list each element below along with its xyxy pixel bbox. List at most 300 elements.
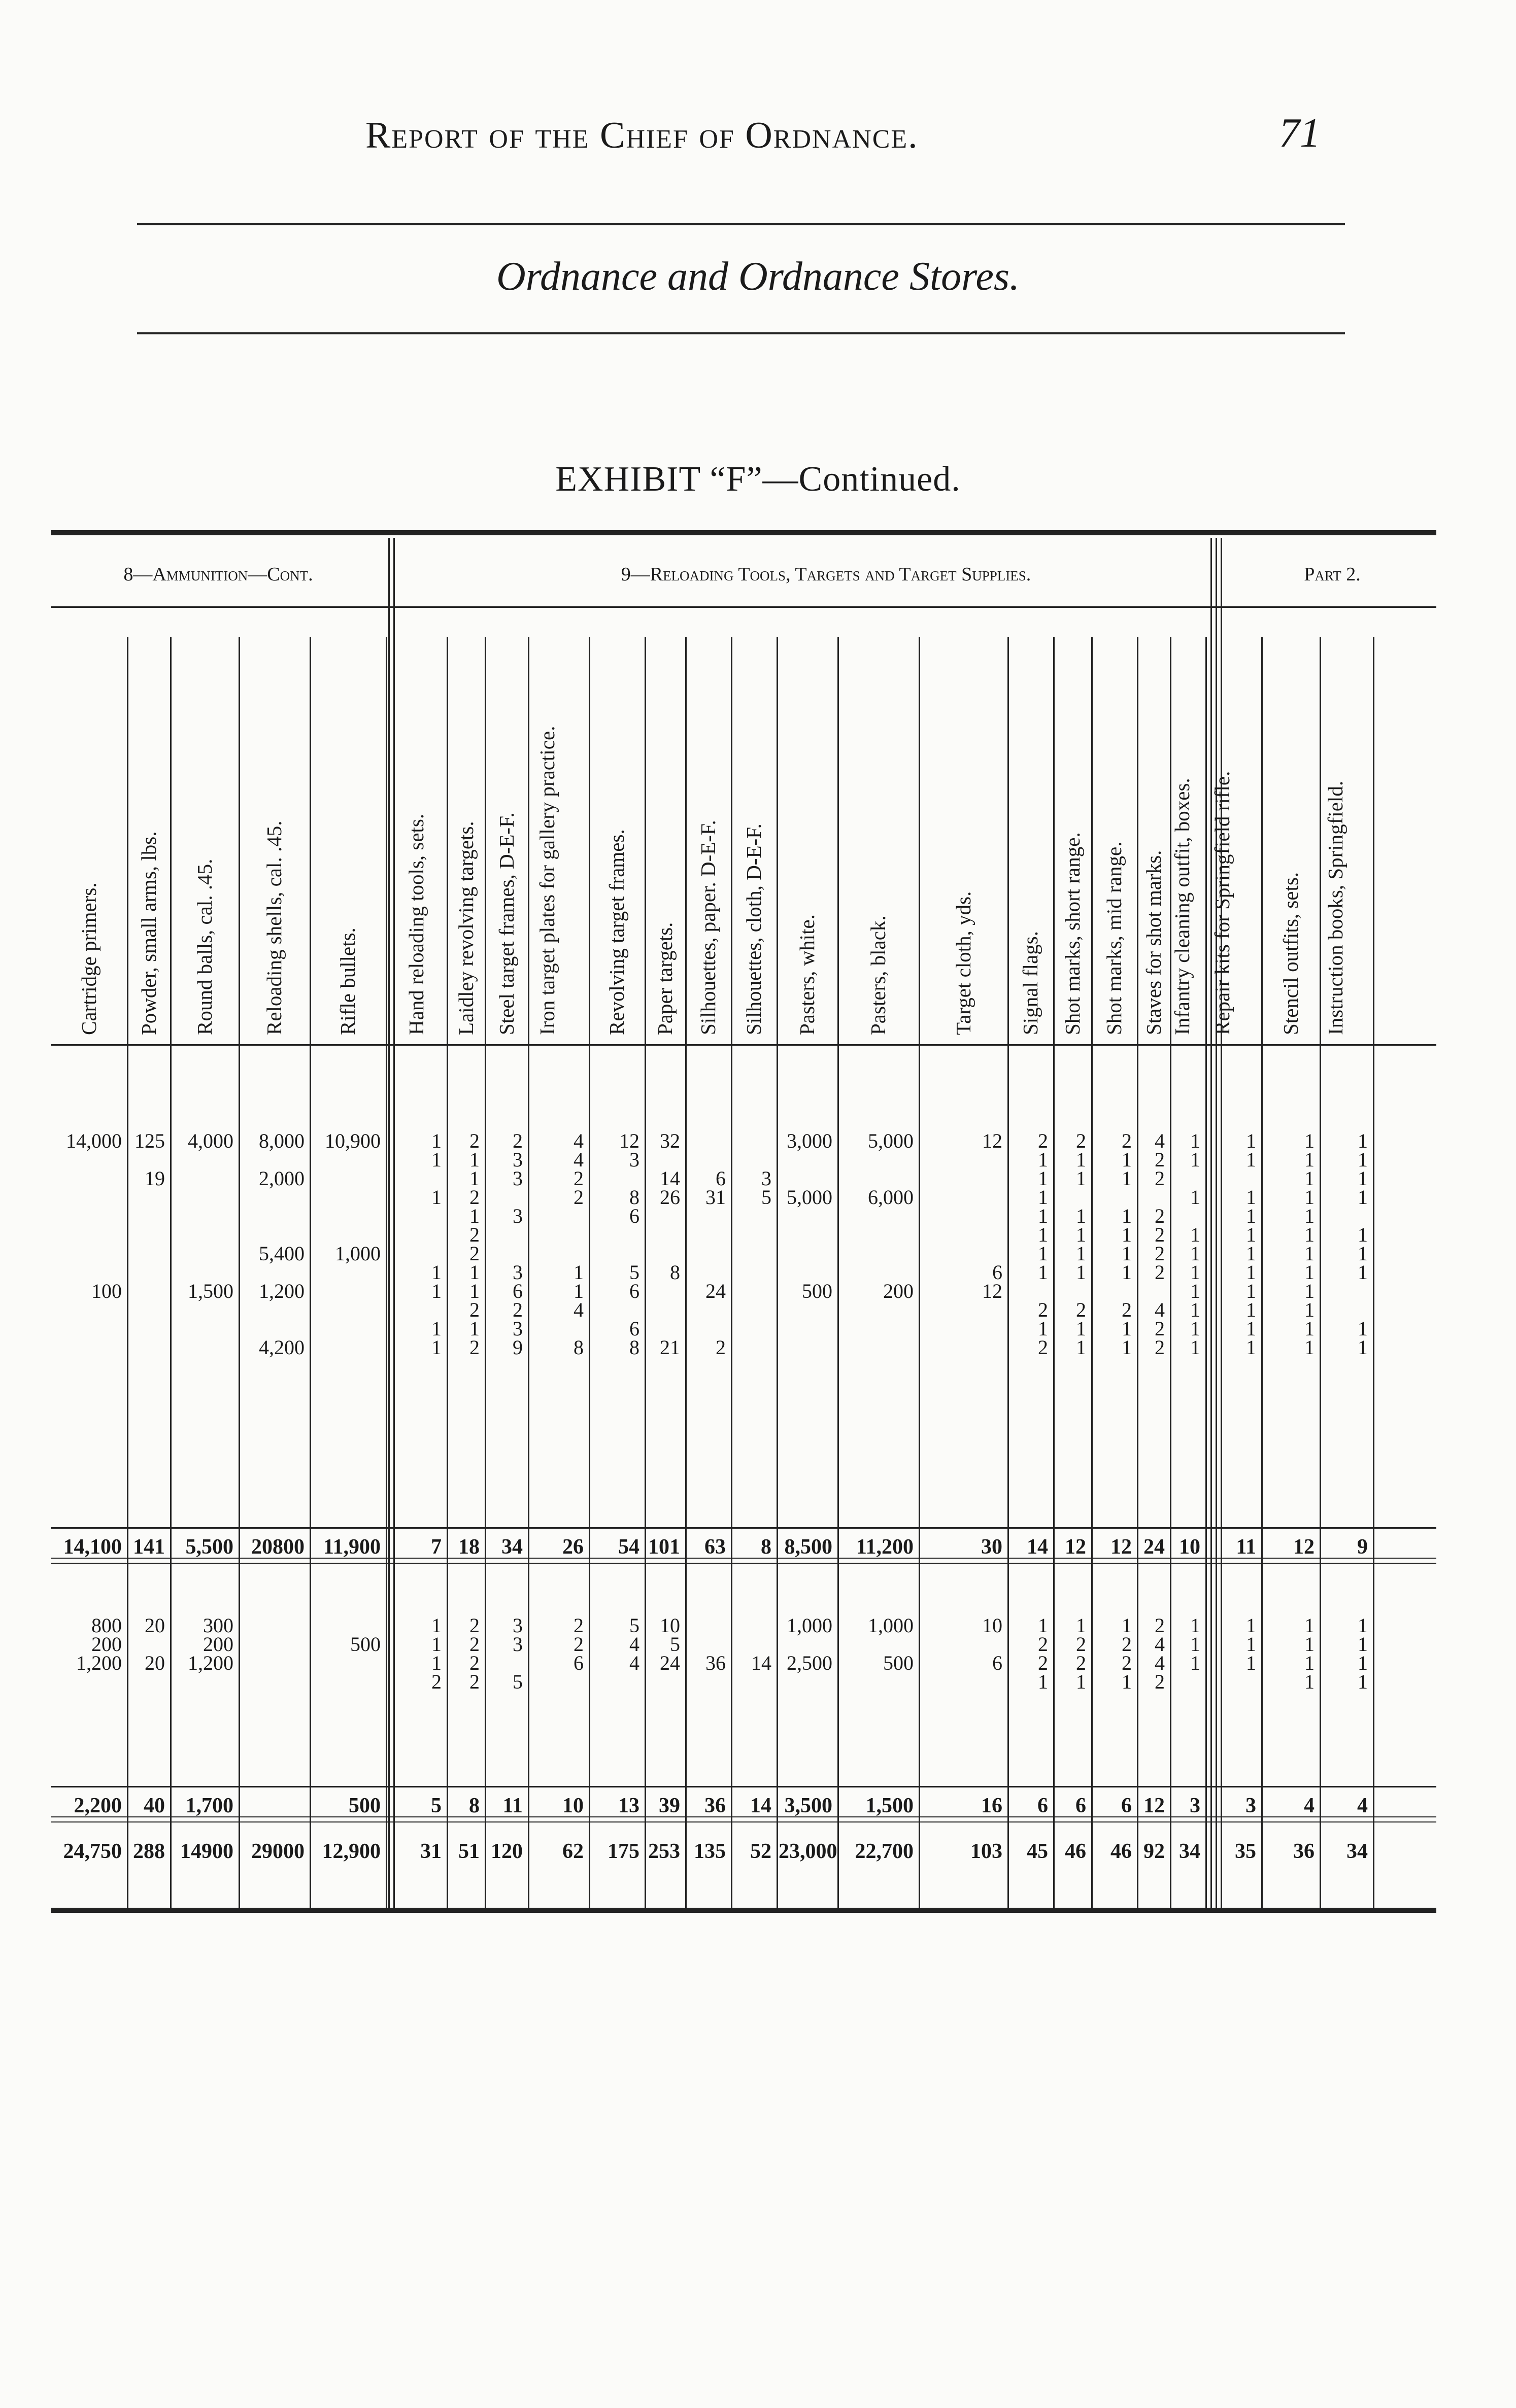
subtotal-cell: 4 — [1304, 1794, 1315, 1817]
table-cell: 2 — [1122, 1652, 1132, 1674]
table-cell: 2,500 — [787, 1652, 832, 1674]
column-header — [386, 637, 447, 1038]
table-cell: 4 — [629, 1633, 639, 1656]
table-cell: 8 — [574, 1336, 584, 1359]
table-cell: 2 — [1038, 1652, 1048, 1674]
column-header — [1320, 637, 1373, 1038]
subtotal-cell: 3 — [1245, 1794, 1256, 1817]
table-cell: 21 — [660, 1336, 680, 1359]
table-cell: 1 — [1358, 1242, 1368, 1265]
table-cell: 2 — [1155, 1223, 1165, 1246]
table-cell: 2 — [1155, 1614, 1165, 1637]
table-cell: 1 — [1304, 1242, 1315, 1265]
subtotal-cell: 101 — [648, 1535, 680, 1559]
column-header — [1053, 637, 1091, 1038]
table-bottom-rule — [51, 1908, 1436, 1913]
table-cell: 4 — [629, 1652, 639, 1674]
column-header — [589, 637, 645, 1038]
column-header — [51, 637, 127, 1038]
table-cell: 300 — [203, 1614, 233, 1637]
subtotal-cell: 30 — [981, 1535, 1002, 1559]
table-cell: 1 — [1246, 1223, 1256, 1246]
table-cell: 1 — [1076, 1205, 1086, 1227]
column-header-label: Powder, small arms, lbs. — [137, 831, 160, 1035]
table-cell: 500 — [802, 1280, 832, 1302]
column-header — [919, 637, 1007, 1038]
table-cell: 2 — [1076, 1652, 1086, 1674]
table-cell: 1 — [574, 1280, 584, 1302]
grand-total-cell: 103 — [970, 1840, 1002, 1863]
table-cell: 2 — [469, 1633, 480, 1656]
table-cell: 1 — [1122, 1223, 1132, 1246]
table-cell: 1 — [1190, 1223, 1200, 1246]
table-cell: 24 — [705, 1280, 726, 1302]
grand-total-cell: 175 — [608, 1840, 639, 1863]
table-cell: 1 — [1358, 1186, 1368, 1209]
table-cell: 4 — [1155, 1298, 1165, 1321]
subtotal-cell: 11 — [1236, 1535, 1256, 1559]
table-cell: 1 — [431, 1280, 442, 1302]
table-cell: 1 — [1358, 1129, 1368, 1152]
table-cell: 2 — [1038, 1336, 1048, 1359]
column-header — [1261, 637, 1320, 1038]
table-cell: 1 — [1304, 1317, 1315, 1340]
table-cell: 500 — [350, 1633, 381, 1656]
subtotal-cell: 54 — [618, 1535, 639, 1559]
table-cell: 1 — [431, 1317, 442, 1340]
subtotal-cell: 3,500 — [784, 1794, 832, 1817]
subtotal-cell: 9 — [1357, 1535, 1368, 1559]
subtotal-cell: 1,500 — [865, 1794, 914, 1817]
column-header-label: Steel target frames, D-E-F. — [495, 812, 518, 1035]
table-cell: 1,000 — [787, 1614, 832, 1637]
subtotal-cell: 6 — [1075, 1794, 1086, 1817]
subtotal-cell: 34 — [501, 1535, 523, 1559]
table-cell: 1 — [1076, 1223, 1086, 1246]
table-cell: 1 — [1190, 1186, 1200, 1209]
table-cell: 4 — [574, 1129, 584, 1152]
table-cell: 9 — [513, 1336, 523, 1359]
table-cell: 31 — [705, 1186, 726, 1209]
table-cell: 800 — [91, 1614, 122, 1637]
table-cell: 5,400 — [259, 1242, 305, 1265]
column-header-label: Hand reloading tools, sets. — [405, 813, 428, 1035]
table-cell: 2 — [1155, 1148, 1165, 1171]
table-cell: 1 — [1076, 1614, 1086, 1637]
grand-total-cell: 120 — [491, 1840, 523, 1863]
column-header-label: Reloading shells, cal. .45. — [262, 820, 286, 1035]
table-cell: 5 — [670, 1633, 680, 1656]
column-header — [645, 637, 685, 1038]
table-cell: 1,200 — [259, 1280, 305, 1302]
table-cell: 1 — [1076, 1148, 1086, 1171]
column-rule — [1373, 637, 1374, 1908]
grand-total-cell: 29000 — [251, 1840, 305, 1863]
table-cell: 1 — [431, 1129, 442, 1152]
column-header-label: Stencil outfits, sets. — [1279, 872, 1302, 1035]
table-cell: 1 — [469, 1317, 480, 1340]
column-header-label: Cartridge primers. — [77, 882, 100, 1035]
table-cell: 2 — [1122, 1129, 1132, 1152]
table-cell: 1 — [1190, 1336, 1200, 1359]
subtotal-cell: 63 — [704, 1535, 726, 1559]
table-cell: 3 — [513, 1167, 523, 1190]
subtotal-cell: 14,100 — [63, 1535, 122, 1559]
subtotal-cell: 8,500 — [784, 1535, 832, 1559]
grand-total-cell: 23,000 — [779, 1840, 837, 1863]
table-cell: 2 — [574, 1167, 584, 1190]
table-cell: 2 — [1155, 1242, 1165, 1265]
subtotal-cell: 10 — [1179, 1535, 1200, 1559]
table-cell: 2 — [1155, 1167, 1165, 1190]
group-label: 8—Ammunition—Cont. — [123, 564, 313, 585]
table-cell: 1 — [469, 1148, 480, 1171]
subtotal-cell: 2,200 — [74, 1794, 122, 1817]
table-cell: 3 — [513, 1148, 523, 1171]
table-cell: 1 — [1304, 1670, 1315, 1693]
column-header — [528, 637, 589, 1038]
table-cell: 1 — [1190, 1633, 1200, 1656]
table-cell: 2 — [1155, 1261, 1165, 1284]
table-cell: 3 — [513, 1317, 523, 1340]
table-cell: 2 — [1155, 1336, 1165, 1359]
group-label: 9—Reloading Tools, Targets and Target Supplies. — [621, 564, 1031, 585]
table-cell: 1 — [1190, 1242, 1200, 1265]
table-cell: 32 — [660, 1129, 680, 1152]
table-cell: 1 — [469, 1205, 480, 1227]
table-cell: 1 — [1122, 1670, 1132, 1693]
table-cell: 1 — [1304, 1223, 1315, 1246]
subtotal-cell: 6 — [1121, 1794, 1132, 1817]
subtotal-cell: 1,700 — [185, 1794, 233, 1817]
grand-total-cell: 51 — [458, 1840, 480, 1863]
table-cell: 6 — [629, 1317, 639, 1340]
table-cell: 12 — [619, 1129, 639, 1152]
column-header-label: Target cloth, yds. — [952, 891, 975, 1035]
table-cell: 2 — [716, 1336, 726, 1359]
subtotal-cell: 24 — [1143, 1535, 1165, 1559]
table-cell: 2 — [1076, 1633, 1086, 1656]
table-cell: 6 — [629, 1280, 639, 1302]
table-cell: 6 — [629, 1205, 639, 1227]
table-cell: 1 — [469, 1261, 480, 1284]
table-cell: 1 — [1190, 1298, 1200, 1321]
table-cell: 12 — [982, 1129, 1002, 1152]
table-cell: 1 — [1190, 1317, 1200, 1340]
table-cell: 2 — [431, 1670, 442, 1693]
table-cell: 5,000 — [868, 1129, 914, 1152]
subtotal-cell: 26 — [562, 1535, 584, 1559]
subtitle: Ordnance and Ordnance Stores. — [496, 254, 1020, 299]
table-cell: 2 — [469, 1129, 480, 1152]
column-header-label: Rifle bullets. — [336, 927, 359, 1035]
table-cell: 8 — [629, 1336, 639, 1359]
table-cell: 6,000 — [868, 1186, 914, 1209]
table-cell: 3 — [513, 1633, 523, 1656]
table-cell: 1 — [1246, 1261, 1256, 1284]
table-cell: 1 — [1246, 1205, 1256, 1227]
table-cell: 1 — [1190, 1148, 1200, 1171]
subtotal1-rule-top — [51, 1527, 1436, 1529]
table-cell: 1 — [431, 1614, 442, 1637]
table-cell: 2 — [1155, 1670, 1165, 1693]
table-cell: 1 — [469, 1167, 480, 1190]
table-cell: 1 — [1190, 1129, 1200, 1152]
table-cell: 3 — [513, 1205, 523, 1227]
rule-mid — [137, 332, 1345, 334]
table-cell: 1 — [431, 1652, 442, 1674]
subtotal-cell: 6 — [1037, 1794, 1048, 1817]
subtotal-cell: 10 — [562, 1794, 584, 1817]
table-cell: 1 — [1190, 1280, 1200, 1302]
table-cell: 1 — [1246, 1336, 1256, 1359]
rule-top — [137, 223, 1345, 225]
grand-total-cell: 52 — [750, 1840, 771, 1863]
table-cell: 1 — [431, 1336, 442, 1359]
header-bottom-rule — [51, 1044, 1436, 1046]
table-cell: 24 — [660, 1652, 680, 1674]
subtotal-cell: 11 — [502, 1794, 523, 1817]
column-header-label: Staves for shot marks. — [1142, 850, 1165, 1035]
table-cell: 100 — [91, 1280, 122, 1302]
table-cell: 4 — [1155, 1633, 1165, 1656]
table-cell: 20 — [145, 1614, 165, 1637]
table-cell: 4 — [574, 1148, 584, 1171]
column-header — [310, 637, 386, 1038]
subtotal2-rule-top — [51, 1786, 1436, 1787]
table-cell: 2 — [469, 1298, 480, 1321]
table-cell: 125 — [134, 1129, 165, 1152]
table-cell: 1 — [1246, 1633, 1256, 1656]
table-cell: 1 — [1122, 1242, 1132, 1265]
column-header — [1137, 637, 1170, 1038]
subtotal-cell: 8 — [469, 1794, 480, 1817]
table-cell: 5 — [629, 1614, 639, 1637]
table-cell: 1 — [1038, 1148, 1048, 1171]
column-header-label: Laidley revolving targets. — [454, 821, 478, 1035]
table-cell: 2 — [1155, 1317, 1165, 1340]
table-cell: 5 — [761, 1186, 771, 1209]
table-cell: 1 — [1304, 1186, 1315, 1209]
table-cell: 2 — [469, 1186, 480, 1209]
table-cell: 500 — [883, 1652, 914, 1674]
table-cell: 2 — [469, 1652, 480, 1674]
column-header — [1091, 637, 1137, 1038]
table-cell: 8,000 — [259, 1129, 305, 1152]
table-cell: 1 — [1038, 1670, 1048, 1693]
table-cell: 2 — [513, 1298, 523, 1321]
subtotal-cell: 13 — [618, 1794, 639, 1817]
table-cell: 19 — [145, 1167, 165, 1190]
table-cell: 1 — [431, 1261, 442, 1284]
table-cell: 3 — [513, 1614, 523, 1637]
page-number: 71 — [1279, 110, 1321, 156]
column-header-label: Round balls, cal. .45. — [193, 858, 216, 1035]
table-cell: 1 — [1304, 1614, 1315, 1637]
table-cell: 12 — [982, 1280, 1002, 1302]
table-cell: 3 — [761, 1167, 771, 1190]
table-cell: 4,200 — [259, 1336, 305, 1359]
table-cell: 1 — [1358, 1633, 1368, 1656]
table-cell: 36 — [705, 1652, 726, 1674]
column-header — [1007, 637, 1053, 1038]
table-cell: 14 — [751, 1652, 771, 1674]
subtotal-cell: 5 — [431, 1794, 442, 1817]
table-cell: 1,200 — [188, 1652, 233, 1674]
table-cell: 1 — [1304, 1336, 1315, 1359]
column-header — [127, 637, 170, 1038]
table-cell: 5 — [513, 1670, 523, 1693]
table-cell: 1 — [1038, 1223, 1048, 1246]
subtotal-cell: 12 — [1065, 1535, 1086, 1559]
table-cell: 8 — [629, 1186, 639, 1209]
table-cell: 1 — [1190, 1652, 1200, 1674]
subtotal-cell: 8 — [761, 1535, 771, 1559]
table-cell: 2 — [574, 1614, 584, 1637]
table-cell: 1 — [1304, 1298, 1315, 1321]
grand-total-cell: 34 — [1346, 1840, 1368, 1863]
table-cell: 4 — [1155, 1652, 1165, 1674]
exhibit-title: EXHIBIT “F”—Continued. — [555, 460, 961, 499]
column-header-label: Pasters, white. — [795, 914, 819, 1035]
table-cell: 1 — [1038, 1186, 1048, 1209]
subtotal-cell: 40 — [144, 1794, 165, 1817]
column-header-label: Repair kits for Springfield rifle. — [1210, 771, 1234, 1035]
group-label: Part 2. — [1304, 564, 1361, 585]
column-header — [1205, 637, 1261, 1038]
subtotal-cell: 39 — [659, 1794, 680, 1817]
column-header-label: Signal flags. — [1019, 931, 1042, 1035]
subtotal-cell: 141 — [133, 1535, 165, 1559]
table-cell: 1 — [1122, 1261, 1132, 1284]
table-cell: 1 — [1358, 1223, 1368, 1246]
column-header — [685, 637, 731, 1038]
column-header — [777, 637, 837, 1038]
table-cell: 1 — [1076, 1670, 1086, 1693]
table-cell: 2 — [1122, 1298, 1132, 1321]
table-cell: 1 — [1122, 1614, 1132, 1637]
table-cell: 1 — [1358, 1167, 1368, 1190]
table-cell: 1 — [1246, 1186, 1256, 1209]
table-cell: 1 — [1122, 1317, 1132, 1340]
subtotal1-rule-b — [51, 1563, 1436, 1564]
subtotal-cell: 500 — [349, 1794, 381, 1817]
table-cell: 1 — [574, 1261, 584, 1284]
table-cell: 1,200 — [76, 1652, 122, 1674]
column-header — [837, 637, 919, 1038]
grand-total-cell: 45 — [1027, 1840, 1048, 1863]
grand-total-cell: 35 — [1235, 1840, 1256, 1863]
table-cell: 3,000 — [787, 1129, 832, 1152]
subtotal-cell: 36 — [704, 1794, 726, 1817]
table-cell: 1 — [1246, 1614, 1256, 1637]
subtotal-cell: 18 — [458, 1535, 480, 1559]
table-cell: 2 — [574, 1633, 584, 1656]
table-cell: 1 — [1038, 1261, 1048, 1284]
subtotal-cell: 14 — [1027, 1535, 1048, 1559]
column-header-label: Pasters, black. — [866, 915, 890, 1035]
table-cell: 6 — [992, 1652, 1002, 1674]
table-cell: 1 — [1358, 1261, 1368, 1284]
table-cell: 1 — [431, 1633, 442, 1656]
table-cell: 3 — [513, 1261, 523, 1284]
table-cell: 200 — [91, 1633, 122, 1656]
grand-total-cell: 22,700 — [855, 1840, 914, 1863]
table-cell: 1 — [1358, 1652, 1368, 1674]
column-header — [447, 637, 485, 1038]
table-cell: 6 — [992, 1261, 1002, 1284]
subtotal-cell: 3 — [1190, 1794, 1200, 1817]
grand-total-cell: 34 — [1179, 1840, 1200, 1863]
table-cell: 1 — [1246, 1148, 1256, 1171]
table-cell: 26 — [660, 1186, 680, 1209]
table-cell: 4 — [1155, 1129, 1165, 1152]
subtotal-cell: 12 — [1293, 1535, 1315, 1559]
column-header-label: Paper targets. — [653, 922, 677, 1035]
column-header-label: Shot marks, mid range. — [1102, 841, 1126, 1035]
table-cell: 10,900 — [325, 1129, 381, 1152]
table-top-rule — [51, 530, 1436, 535]
subtotal-cell: 14 — [750, 1794, 771, 1817]
column-header-label: Shot marks, short range. — [1061, 832, 1084, 1035]
grand-total-cell: 62 — [562, 1840, 584, 1863]
table-cell: 1 — [1122, 1336, 1132, 1359]
table-cell: 1 — [1038, 1205, 1048, 1227]
table-cell: 1 — [1038, 1167, 1048, 1190]
table-cell: 1 — [1358, 1336, 1368, 1359]
table-cell: 200 — [203, 1633, 233, 1656]
column-header-label: Instruction books, Springfield. — [1324, 780, 1347, 1035]
column-header-label: Revolving target frames. — [605, 829, 628, 1035]
column-header-label: Infantry cleaning outfit, boxes. — [1170, 778, 1194, 1035]
table-cell: 4 — [574, 1298, 584, 1321]
table-cell: 8 — [670, 1261, 680, 1284]
grand-total-cell: 92 — [1143, 1840, 1165, 1863]
subtotal-cell: 7 — [431, 1535, 442, 1559]
table-cell: 2 — [469, 1242, 480, 1265]
table-cell: 1 — [431, 1148, 442, 1171]
table-cell: 1 — [1190, 1261, 1200, 1284]
table-cell: 2 — [513, 1129, 523, 1152]
table-cell: 20 — [145, 1652, 165, 1674]
grand-total-cell: 288 — [133, 1840, 165, 1863]
grand-total-cell: 36 — [1293, 1840, 1315, 1863]
table-cell: 1 — [1358, 1317, 1368, 1340]
table-cell: 2 — [1076, 1129, 1086, 1152]
column-header-label: Silhouettes, paper. D-E-F. — [696, 820, 720, 1035]
table-cell: 2 — [574, 1186, 584, 1209]
table-cell: 6 — [513, 1280, 523, 1302]
table-cell: 1 — [1358, 1148, 1368, 1171]
table-cell: 2 — [1038, 1129, 1048, 1152]
column-header-label: Iron target plates for gallery practice. — [535, 726, 559, 1035]
table-cell: 1 — [1190, 1614, 1200, 1637]
column-header — [239, 637, 310, 1038]
table-cell: 1 — [431, 1186, 442, 1209]
grand-total-cell: 135 — [694, 1840, 726, 1863]
subtotal-cell: 16 — [981, 1794, 1002, 1817]
subtotal-cell: 11,200 — [856, 1535, 914, 1559]
table-cell: 10 — [982, 1614, 1002, 1637]
grand-total-cell: 46 — [1110, 1840, 1132, 1863]
table-cell: 1 — [1304, 1633, 1315, 1656]
table-cell: 1 — [1304, 1129, 1315, 1152]
table-cell: 1 — [1122, 1167, 1132, 1190]
table-cell: 1 — [1358, 1670, 1368, 1693]
table-cell: 4,000 — [188, 1129, 233, 1152]
table-cell: 1 — [1038, 1242, 1048, 1265]
table-cell: 2 — [1122, 1633, 1132, 1656]
